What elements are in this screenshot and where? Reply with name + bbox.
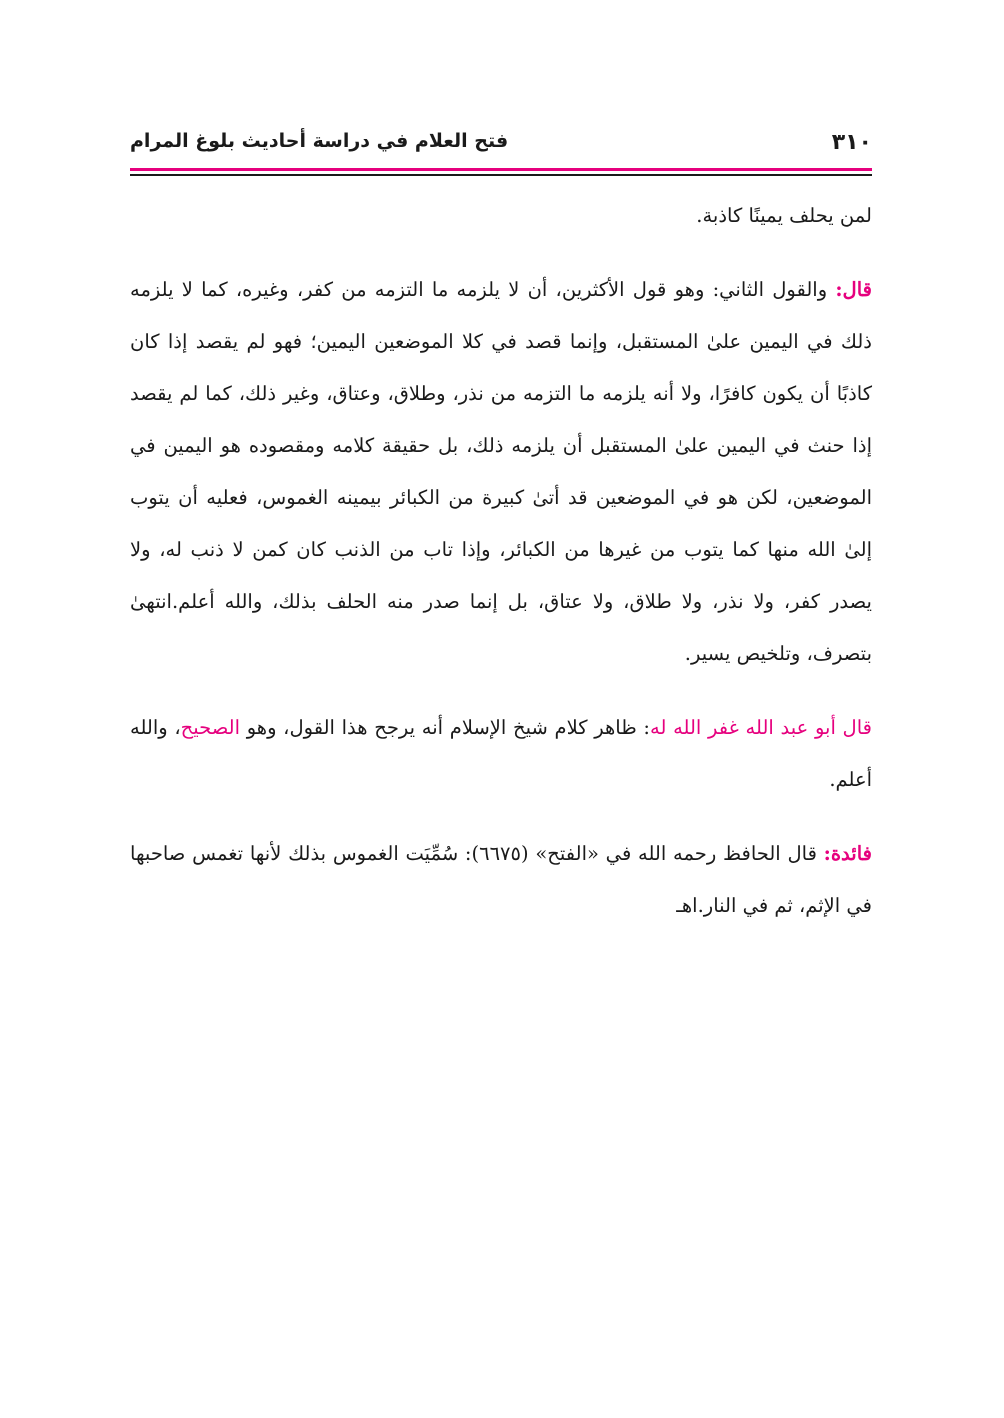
highlight-word: الصحيح <box>180 716 241 739</box>
paragraph-text: لمن يحلف يمينًا كاذبة. <box>696 204 872 227</box>
paragraph-note <box>130 828 872 932</box>
paragraph-text: والقول الثاني: وهو قول الأكثرين، أن لا يلزمه ما التزمه من كفر، وغيره، كما لا يلزمه ذلك في اليمين علىٰ المستقبل، وإنما قصد في كلا الموضعين اليمين؛ فهو لم يقصد إذا كان كاذبًا أن يكون كافرًا، ولا أنه يلزمه ما التزمه من نذر، وطلاق، وعتاق، وغير ذلك، كما لم يقصد إذا حنث في اليمين علىٰ المستقبل أن يلزمه ذلك، بل حقيقة كلامه ومقصوده هو اليمين في الموضعين، لكن هو في الموضعين قد أتىٰ كبيرة من الكبائر بيمينه الغموس، فعليه أن يتوب إلىٰ الله منها كما يتوب من غيرها من الكبائر، وإذا تاب من الذنب كان كمن لا ذنب له، ولا يصدر كفر، ولا نذر، ولا طلاق، ولا عتاق، بل إنما صدر منه الحلف بذلك، والله أعلم.انتهىٰ بتصرف، وتلخيص يسير. <box>130 278 872 665</box>
paragraph-text: ، والله أعلم. <box>130 716 872 791</box>
paragraph-continuation <box>130 190 872 242</box>
paragraph-text: قال الحافظ رحمه الله في «الفتح» (٦٦٧٥): سُمِّيَت الغموس بذلك لأنها تغمس صاحبها في الإثم، ثم في النار.اهـ <box>130 842 872 917</box>
paragraph-text: : ظاهر كلام شيخ الإسلام أنه يرجح هذا القول، وهو <box>240 716 650 739</box>
page-number: ٣١٠ <box>831 130 872 155</box>
header-rule-black <box>130 174 872 176</box>
paragraph-label: قال: <box>835 278 872 301</box>
header-rule-pink <box>130 168 872 171</box>
paragraph-quote <box>130 264 872 680</box>
paragraph-label: قال أبو عبد الله غفر الله له <box>649 716 872 739</box>
paragraph-author-comment <box>130 702 872 806</box>
main-text <box>130 190 872 932</box>
paragraph-label: فائدة: <box>823 842 872 865</box>
running-header <box>130 128 872 164</box>
book-title: فتح العلام في دراسة أحاديث بلوغ المرام <box>130 130 509 152</box>
